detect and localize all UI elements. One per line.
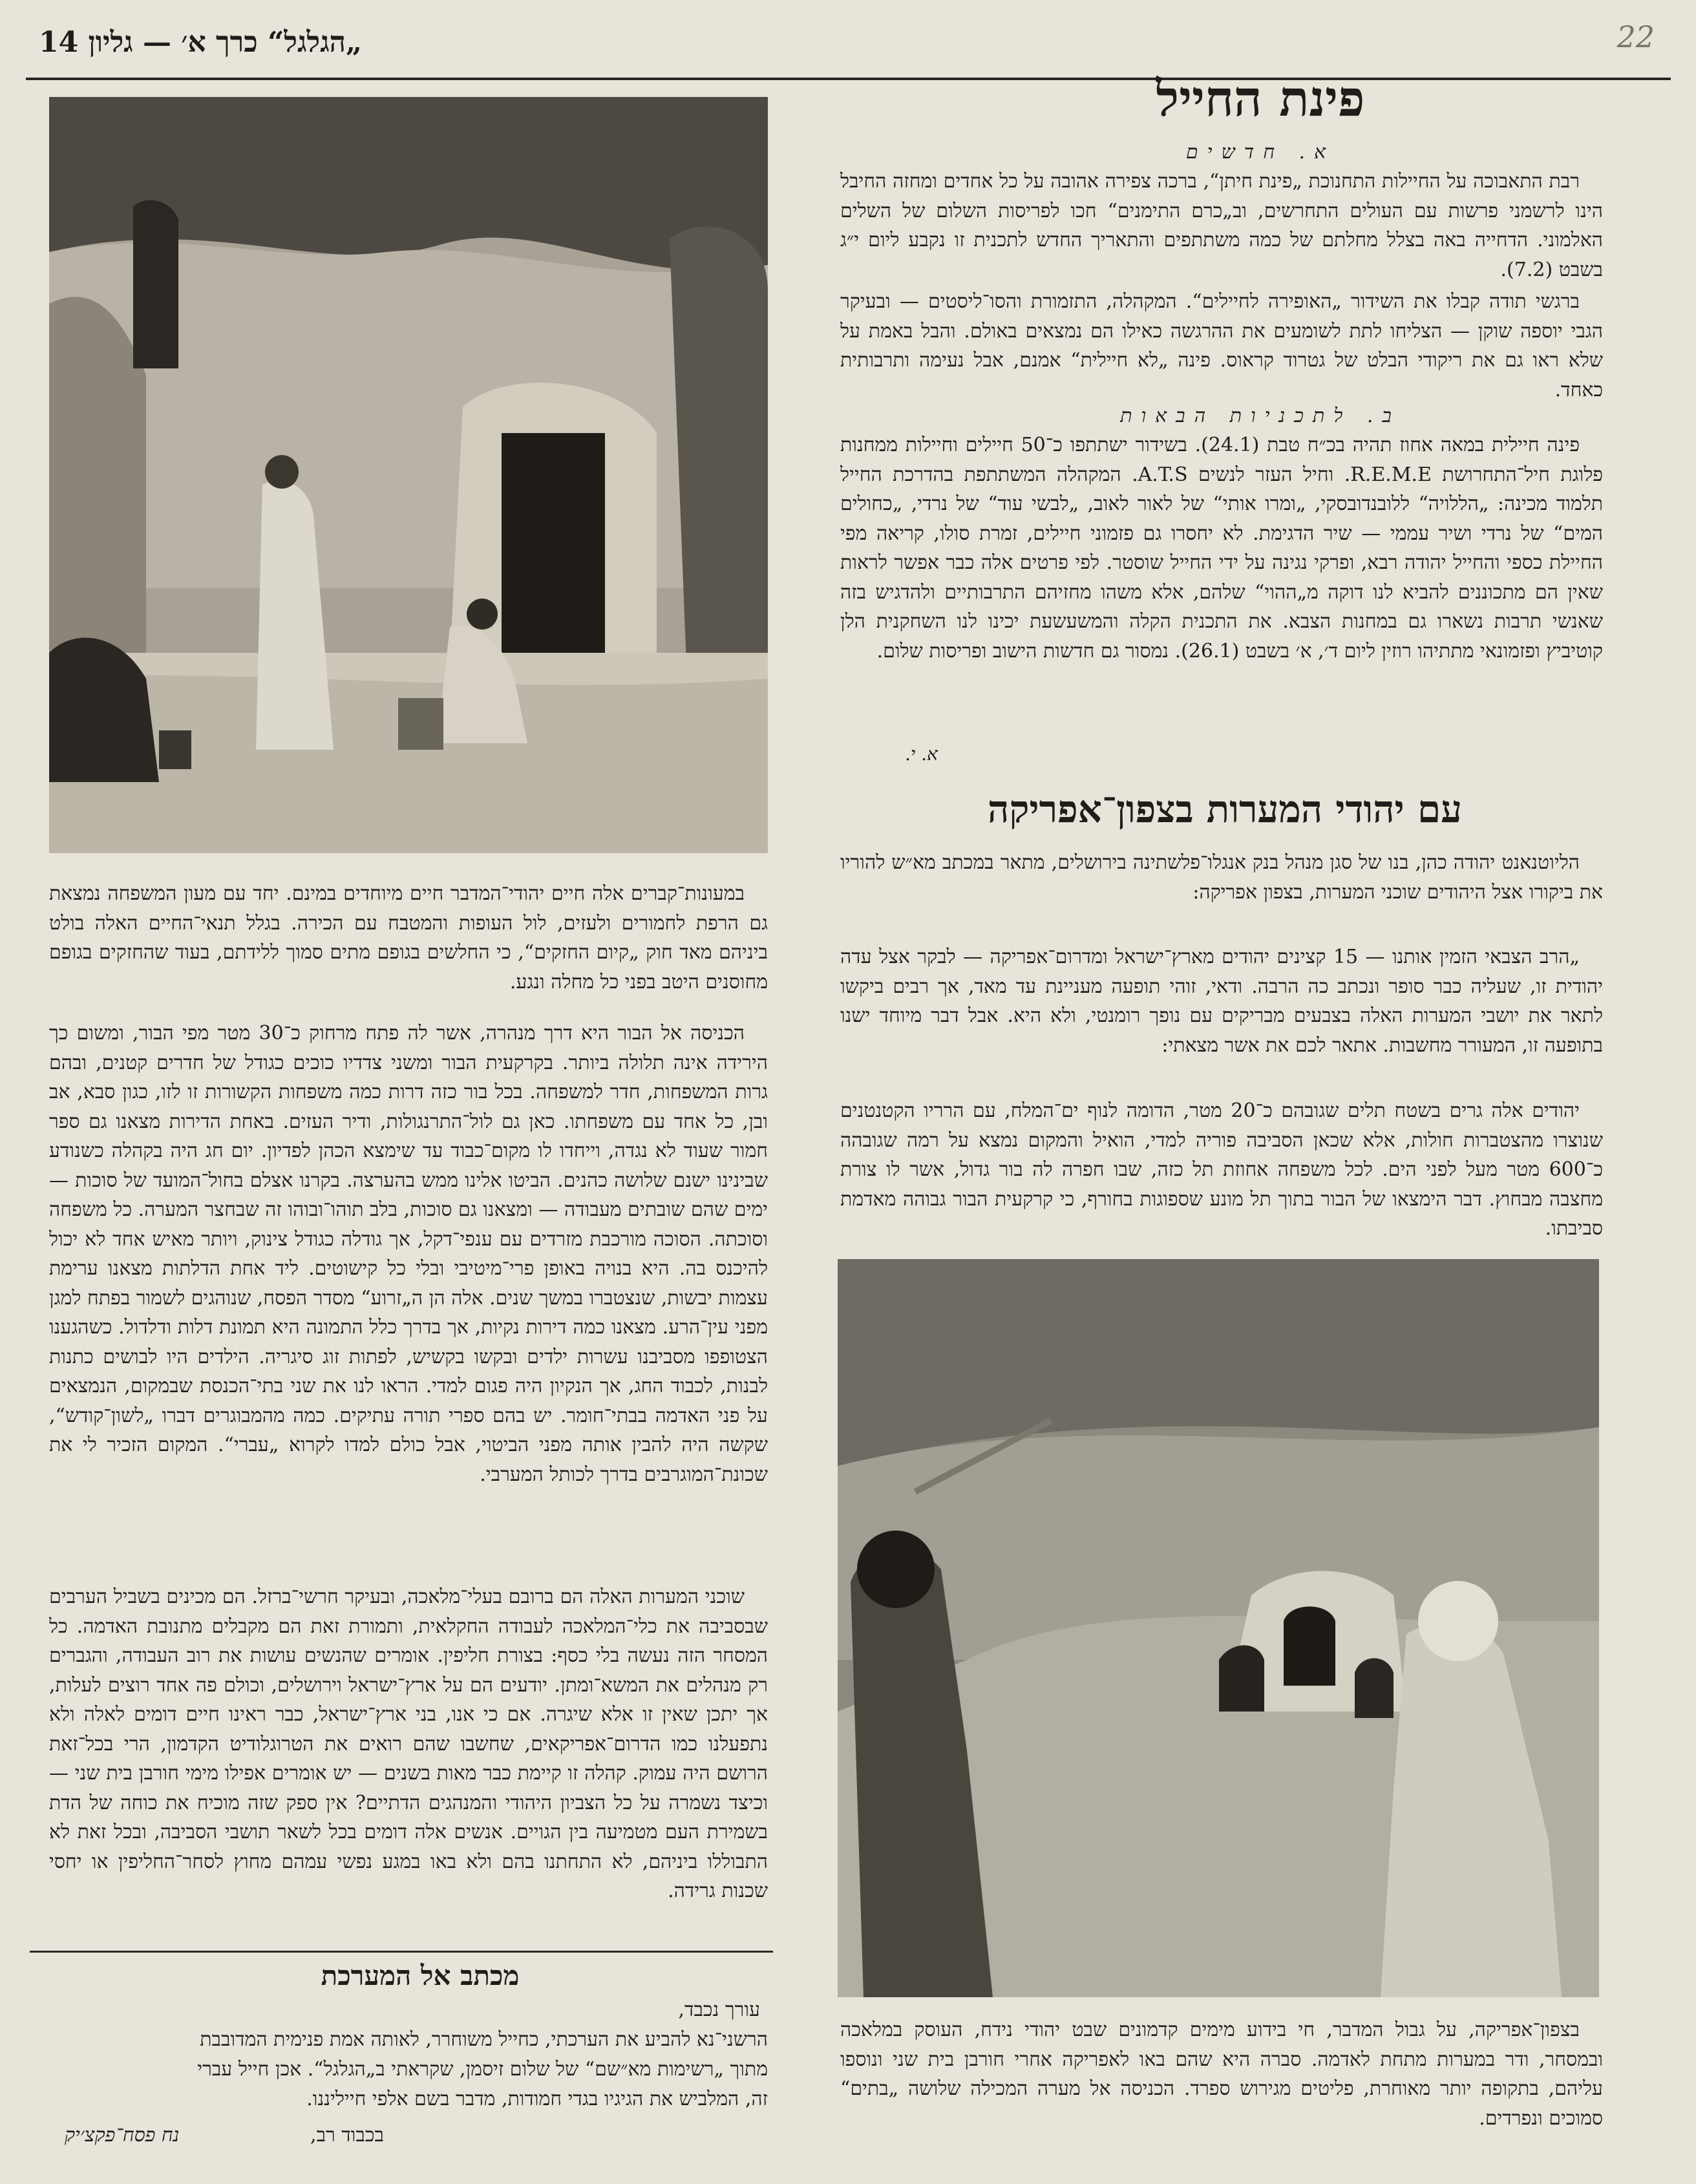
letter-line-2: מתוך „רשימות מא״שם“ של שלום זיסמן, שקראתי ב„הגלגל“. אכן חייל עברי [197,2058,768,2081]
cave-courtyard-photo [49,97,768,853]
corner-para-b1: פינה חיילית במאה אחוז תהיה בכ״ח טבת (24.1). בשידור ישתתפו כ־50 חיילים וחיילות ממחנות פלוגת חיל־התחרושת R.E.M.E. וחיל העזר לנשים A.T.S. המקהלה המשתתפת בהדרכת החייל תלמוד מכינה: „הללויה“ ללובנדובסקי, „ומרו אותי“ של לאור לאוב, „לבשי עוד“ של נרדי, „כחולים המים“ של נרדי ושיר עממי — שיר הדגימת. לא יחסרו גם פזמוני חיילים, זמרת סולו, קריאה מפי החיילת כספי והחייל יהודה רבא, ופרקי נגינה על ידי החייל שוסטר. לפי פרטים אלה כבר אפשר לראות שאין הם מתכוננים להביא לנו דוקה מ„ההוי“ שלהם, אלא משהו מחזיהם התרבותיים ולהדגיש בזה שאנשי תרבות נשארו גם במחנות הצבא. את התכנית הקלה והמשעשעת יכינו לנו השחקנית הלן קוטיביץ ופזמונאי מתתיהו רוזין ליום ד׳, א׳ בשבט (26.1). נמסור גם חדשות הישוב ופריסות שלום. [840,434,1603,663]
article-para-5: שוכני המערות האלה הם ברובם בעלי־מלאכה, ובעיקר חרשי־ברזל. הם מכינים בשביל הערבים שבסביבה את כלי־המלאכה לעבודה החקלאית, ותמורת זאת הם מקבלים מתנובת האדמה. כל המסחר הזה נעשה בלי כסף: בצורת חליפין. אומרים שהנשים עושות את רוב העבודה, והגברים רק מנהלים את המשא־ומתן. יודעים הם על ארץ־ישראל וירושלים, וכולם פה אחד רוצים לעלות, אך יתכן שאין זו אלא שיגרה. אם כי אנו, בני ארץ־ישראל, כבר ראינו חיים דומים לאלה ולא נתפעלנו כמו הדרום־אפריקאים, שחשבו שהם רואים את הטרוגלודיט הקדמון, הרי בכל־זאת הרושם היה עמוק. קהלה זו קיימת כבר מאות בשנים — יש אומרים אפילו מימי חורבן בית שני — וכיצד נשמרה על כל הצביון היהודי והמנהגים הדתיים? אין ספק שזה מוכיח את כוחה של הדת בשמירת העם מטמיעה בין הגויים. אנשים אלה דומים בכל לשאר תושבי הסביבה, ובכל זאת לא התבוללו ביניהם, לא התחתנו בהם ולא באו במגע נפשי עמהם מחוץ לסחר־החליפין או יחסי שכנות גרידה. [49,1585,768,1902]
corner-title: פינת החייל [1156,70,1365,127]
page-header [39,19,1655,71]
letter-rule [30,1951,773,1953]
article-para-2: יהודים אלה גרים בשטח תלים שגובהם כ־20 מטר, הדומה לנוף ים־המלח, עם הרריו הקטנטנים שנוצרו מהצטברות חולות, אלא שכאן הסביבה פוריה למדי, הואיל והמקום נמצא על רמה שגובהה כ־600 מטר מעל לפני הים. לכל משפחה אחוזת תל כזה, שבו חפרה לה בור גדול, אשר לו צורת מחצבה מבחוץ. דבר הימצאו של הבור בתוך תל מונע שספוגות בחורף, כי קרקעית הבור גבוהה מאדמת סביבתו. [840,1099,1603,1240]
corner-section-a: א. חדשים [1185,141,1335,164]
letter-closing: בכבוד רב, [310,2124,384,2147]
letter-signature: נח פסח־פקצ׳יק [65,2124,180,2147]
letter-title: מכתב אל המערכת [321,1960,520,1991]
article-para-1: „הרב הצבאי הזמין אותנו — 15 קצינים יהודים מארץ־ישראל ומדרום־אפריקה — לבקר אצל עדה יהודית זו, שעליה כבר סופר ונכתב כה הרבה. ודאי, זוהי תופעה מעניינת עד מאד, אך רבים ביקשו לתאר את יושבי המערות האלה בצבעים מבריקים עם נופך רומנטי, ולא היא. אבל דבר מיוחד ישנו בתופעה זו, המעורר מחשבות. אתאר לכם את אשר מצאתי: [840,946,1603,1057]
article-para-4: הכניסה אל הבור היא דרך מנהרה, אשר לה פתח מרחוק כ־30 מטר מפי הבור, ומשום כך הירידה אינה תלולה ביותר. בקרקעית הבור ומשני צדדיו כוכים כגודל של חדרים קטנים, ובהם גרות המשפחות, חדר למשפחה. בכל בור כזה דרות כמה משפחות הקשורות זו לזו, כגון סבא, אב ובן, כל אחד עם משפחתו. כאן גם לול־התרנגולות, ודיר העזים. באחת הדירות מצאנו גם ספר חמור שעוד לא נגדה, וייחדו לו מקום־כבוד עד שימצא הכהן לפדיון. יום חג היה בקהלה כשנודע שבינינו ישנם שלושה כהנים. הביטו אלינו ממש בהערצה. בקרנו אצלם בחול־המועד של סוכות — ימים שהם שובתים מעבודה — ומצאנו גם סוכות, בלב תוהו־ובוהו זה שבחצר המערה. כל משפחה וסוכתה. הסוכה מורכבת מזרדים עם ענפי־דקל, אך גודלה כגודל צינוק, ויותר מאיש אחד לא יכול להיכנס בה. היא בנויה באופן פרי־מיטיבי ובלי כל קישוטים. ליד אחת הדלתות מצאנו ערימת עצמות יבשות, שנצטברו במשך שנים. אלה הן ה„זרוע“ מסדר הפסח, שנוהגים לשמור בפתח למגן מפני עין־הרע. מצאנו כמה דירות נקיות, אך בדרך כלל התמונה היא תמונת דלות ודלדול. כשהגענו הצטופפו מסביבנו עשרות ילדים ובקשו בקשיש, לפתות זוג סיגריה. הילדים היו לבושים כתנות לבנות, לכבוד החג, אך הנקיון היה פגום למדי. הראו לנו את שני בתי־הכנסת שבמקום, הנמצאים על פני האדמה בבתי־חומר. יש בהם ספרי תורה עתיקים. כמה מהמבוגרים דברו „לשון־קודש“, שקשה היה להבין אותה מפני הביטוי, אבל כולם למדו לקרוא „עברי“. המקום הזכיר לי את שכונת־המוגרבים בדרך לכותל המערבי. [49,1022,768,1486]
letter-line-3: זה, המלביש את הגיגיו בגדי חמודות, מדבר בשם אלפי חייליננו. [306,2088,768,2110]
header-rule [26,78,1671,80]
corner-para-a2: ברגשי תודה קבלו את השידור „האופירה לחיילים“. המקהלה, התזמורת והסו־ליסטים — ובעיקר הגבי יוספה שוקן — הצליחו לתת לשומעים את ההרגשה כאילו הם נמצאים באולם. והבל באמת על שלא ראו גם את ריקודי הבלט של גטרוד קראוס. פינה „לא חיילית“ אמנם, אבל נעימה ותרבותית כאחד. [840,290,1603,401]
article-para-3: במעונות־קברים אלה חיים יהודי־המדבר חיים מיוחדים במינם. יחד עם מעון המשפחה נמצאת גם הרפת לחמורים ולעזים, לול העופות והמטבח עם הכירה. בגלל תנאי־החיים האלה בולט ביניהם מאד חוק „קיום החזקים“, כי החלשים בגופם מתים סמוך ללידתם, בעוד שהחזקים בגופם מחוסנים היטב בפני כל מחלה ונגע. [49,882,768,993]
article-intro: הליוטנאנט יהודה כהן, בנו של סגן מנהל בנק אנגלו־פלשתינה בירושלים, מתאר במכתב מא״ש להוריו את ביקורו אצל היהודים שוכני המערות, בצפון אפריקה: [840,851,1603,904]
letter-line-1: הרשני־נא להביע את הערכתי, כחייל משוחרר, לאותה אמת פנימית המדובבת [200,2028,768,2051]
corner-signature: א. י. [905,743,938,765]
running-title: „הגלגל“ כרך א׳ — גליון 14 [39,26,363,59]
letter-salutation: עורך נכבד, [678,1998,760,2021]
page-number: 22 [1616,19,1655,54]
article-title: עם יהודי המערות בצפון־אפריקה [988,787,1462,831]
photo-caption: בצפון־אפריקה, על גבול המדבר, חי בידוע מימים קדמונים שבט יהודי נידח, העוסק במלאכה ובמסחר, ודר במערות מתחת לאדמה. סברה היא שהם באו לאפריקה אחרי חורבן בית שני ונוספו עליהם, בתקופה יותר מאוחרת, פליטים מגירוש ספרד. הכניסה אל מערה המכילה שלושה „בתים“ סמוכים ונפרדים. [840,2019,1603,2130]
corner-section-b: ב. לתכניות הבאות [1120,405,1401,427]
corner-para-a1: רבת התאבוכה על החיילות התחנוכת „פינת חיתן“, ברכה צפירה אהובה על כל אחדים ומחזה החיבל הינו לרשמני פרשות עם העולים התחרשים, וב„כרם התימנים“ חכו לפריסות השלום של השלים האלמוני. הדחייה באה בצלל מחלתם של כמה משתתפים והתאריך החדש לתכנית זו נקבע ליום י״ג בשבט (7.2). [840,170,1603,281]
cave-entrance-photo [838,1259,1599,1997]
